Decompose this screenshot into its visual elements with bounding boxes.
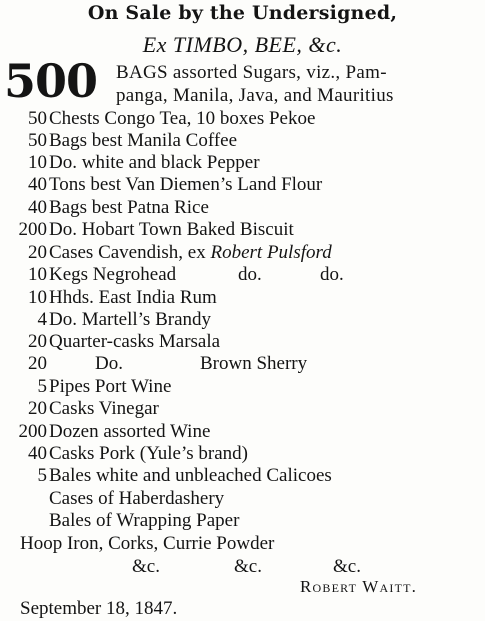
item-quantity: 10: [28, 287, 47, 308]
etc-mark: &c.: [132, 556, 160, 577]
extra-item: Bales of Wrapping Paper: [49, 510, 240, 531]
lead-description-line-2: panga, Manila, Java, and Mauritius: [116, 85, 394, 106]
lead-description-line-1: BAGS assorted Sugars, viz., Pam-: [116, 62, 387, 83]
etc-mark: &c.: [234, 556, 262, 577]
item-description: Do. white and black Pepper: [49, 152, 260, 173]
item-description: Do. Hobart Town Baked Biscuit: [49, 219, 294, 240]
list-item: [0, 376, 485, 398]
item-description: Do.: [95, 353, 123, 374]
ditto-mark: do.: [320, 264, 344, 285]
item-description: Hhds. East India Rum: [49, 287, 217, 308]
item-description: Pipes Port Wine: [49, 376, 172, 397]
misc-item: Hoop Iron, Corks, Currie Powder: [20, 533, 275, 554]
list-item: [0, 152, 485, 174]
item-quantity: 5: [37, 376, 47, 397]
advert-heading: On Sale by the Undersigned,: [87, 2, 398, 24]
list-item: [0, 443, 485, 465]
list-item: [0, 108, 485, 130]
item-description: Chests Congo Tea, 10 boxes Pekoe: [49, 108, 316, 129]
item-quantity: 4: [37, 309, 47, 330]
list-item: [0, 242, 485, 264]
item-quantity: 50: [28, 130, 47, 151]
ditto-mark: do.: [238, 264, 262, 285]
item-description: Dozen assorted Wine: [49, 421, 211, 442]
item-description: Bales white and unbleached Calicoes: [49, 465, 332, 486]
list-item: [0, 287, 485, 309]
item-quantity: 40: [28, 174, 47, 195]
item-quantity: 20: [28, 353, 47, 374]
list-item: [0, 264, 485, 286]
extra-item: Cases of Haberdashery: [49, 488, 225, 509]
item-quantity: 10: [28, 152, 47, 173]
list-item: [0, 398, 485, 420]
list-item: [0, 174, 485, 196]
item-quantity: 40: [28, 197, 47, 218]
item-quantity: 40: [28, 443, 47, 464]
list-item: [0, 197, 485, 219]
list-item: [0, 353, 485, 375]
list-item: [0, 130, 485, 152]
item-description: [49, 242, 332, 264]
item-description: Tons best Van Diemen’s Land Flour: [49, 174, 323, 195]
lead-quantity: 500: [4, 54, 98, 108]
item-description-text: Cases Cavendish, ex: [49, 242, 211, 263]
item-quantity: 20: [28, 242, 47, 263]
etc-mark: &c.: [333, 556, 361, 577]
item-quantity: 200: [18, 219, 47, 240]
item-quantity: 50: [28, 108, 47, 129]
list-item: [0, 219, 485, 241]
item-description: Casks Pork (Yule’s brand): [49, 443, 248, 464]
item-description: Do. Martell’s Brandy: [49, 309, 212, 330]
advert-subheading: Ex TIMBO, BEE, &c.: [142, 32, 343, 57]
list-item: [0, 309, 485, 331]
item-quantity: 20: [28, 331, 47, 352]
item-description: Bags best Manila Coffee: [49, 130, 238, 151]
item-description: Casks Vinegar: [49, 398, 159, 419]
item-description-continued: Brown Sherry: [200, 353, 308, 374]
item-description: Bags best Patna Rice: [49, 197, 209, 218]
advert-date: September 18, 1847.: [20, 598, 178, 619]
list-item: [0, 331, 485, 353]
item-description: Kegs Negrohead: [49, 264, 177, 285]
item-description: Quarter-casks Marsala: [49, 331, 221, 352]
item-quantity: 10: [28, 264, 47, 285]
item-quantity: 200: [18, 421, 47, 442]
item-quantity: 5: [37, 465, 47, 486]
list-item: [0, 465, 485, 487]
signature: Robert Waitt.: [300, 577, 418, 596]
item-quantity: 20: [28, 398, 47, 419]
ship-name: Robert Pulsford: [210, 242, 332, 263]
list-item: [0, 421, 485, 443]
